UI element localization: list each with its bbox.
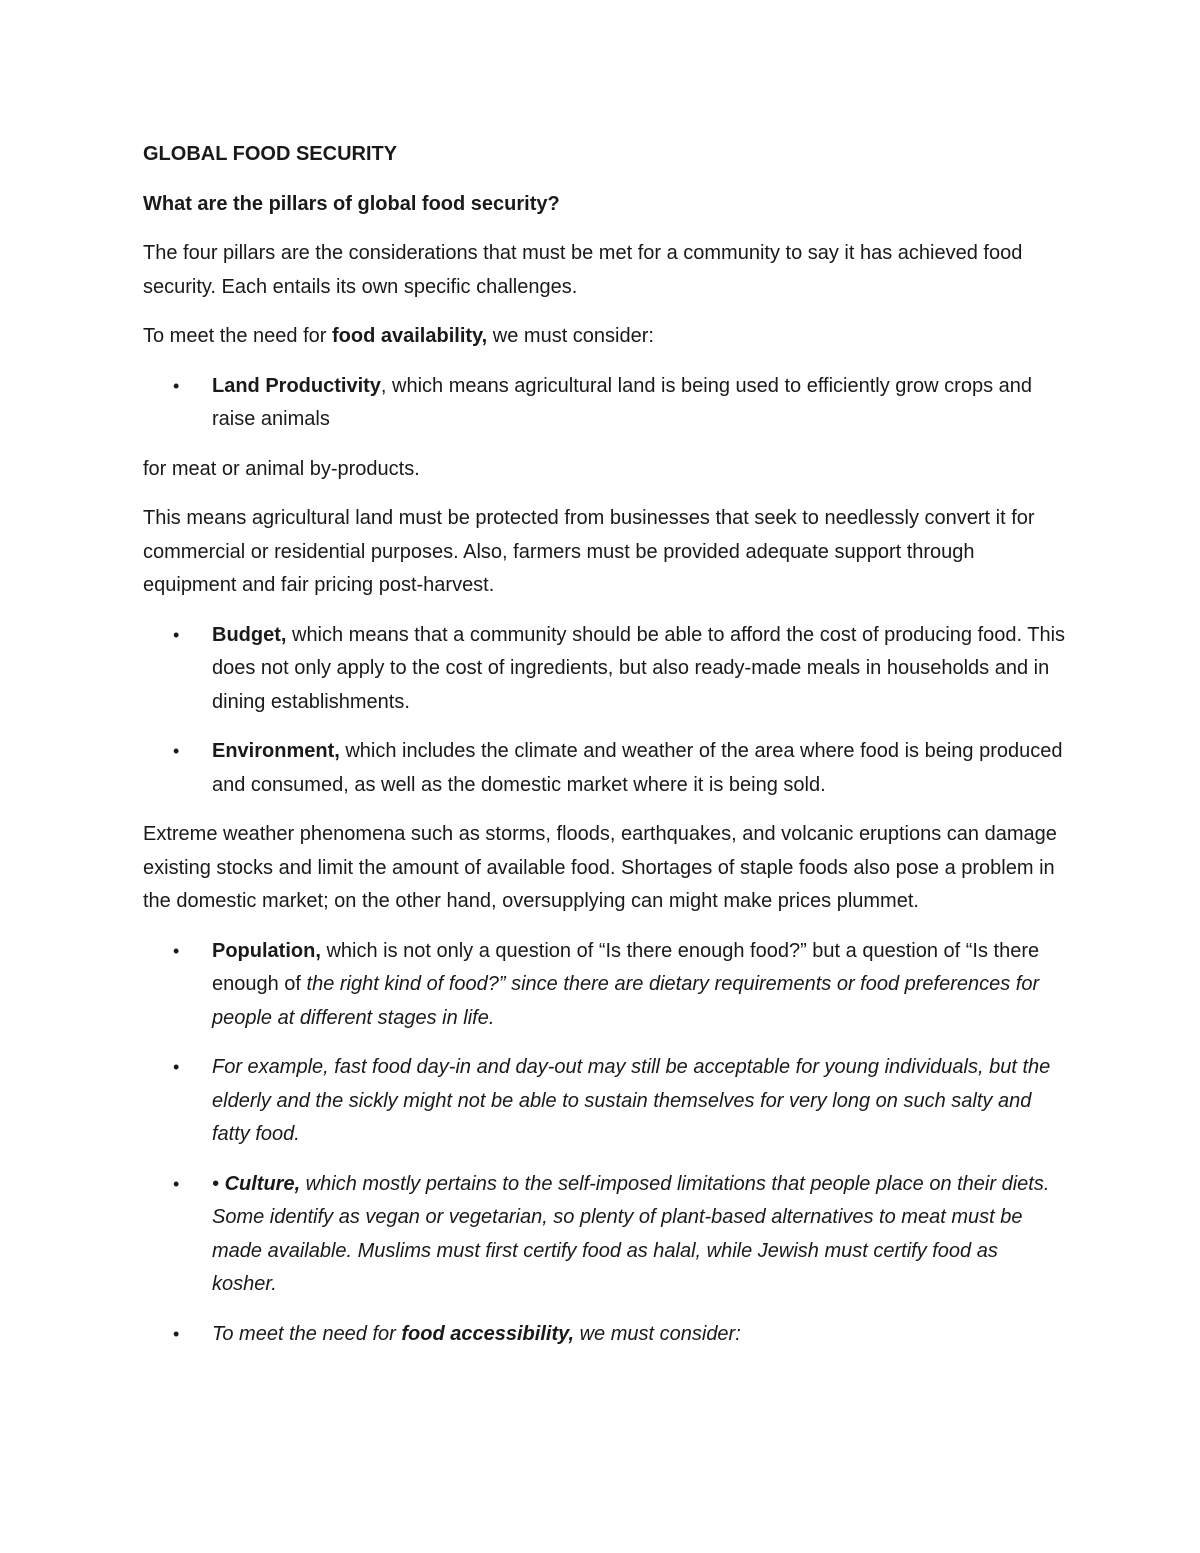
bullet-icon: • (173, 741, 180, 761)
culture-prefix: • (212, 1172, 225, 1195)
bullet-icon: • (173, 1173, 180, 1194)
budget-text: which means that a community should be able to afford the cost of producing food. This does not only apply to the cost of ingredients, but also ready-made meals in households and in dining establishments. (212, 623, 1066, 713)
example-text: For example, fast food day-in and day-out may still be acceptable for young individuals, but the elderly and the sickly might not be able to sustain themselves for very long on such salty and fatty food. (212, 1056, 1051, 1145)
availability-prefix: To meet the need for (143, 325, 333, 347)
land-term: Land Productivity (212, 374, 381, 397)
weather-paragraph: Extreme weather phenomena such as storms, floods, earthquakes, and volcanic eruptions can damage existing stocks and limit the amount of available food. Shortages of staple foods also pose a problem in the domestic market; on the other hand, oversupplying can might make prices plummet. (143, 823, 1057, 912)
environment-term: Environment, (212, 740, 340, 762)
land-paragraph: This means agricultural land must be protected from businesses that seek to needlessly convert it for commercial or residential purposes. Also, farmers must be provided adequate support through equipment and fair pricing post-harvest. (143, 507, 1035, 596)
population-term: Population, (212, 939, 321, 962)
list-item-population (143, 935, 1068, 1036)
document-page (143, 138, 1068, 1367)
bullet-icon: • (173, 1323, 180, 1344)
population-italic: the right kind of food?” since there are dietary requirements or food preferences for people at different stages in life. (212, 973, 1040, 1029)
bullet-icon: • (173, 940, 180, 961)
bullet-icon: • (173, 624, 180, 645)
budget-term: Budget, (212, 623, 287, 646)
availability-list (143, 370, 1068, 437)
intro-paragraph: The four pillars are the considerations that must be met for a community to say it has achieved food security. Each entails its own specific challenges. (143, 242, 1023, 298)
availability-heading (143, 320, 1068, 354)
population-text: which is not only a question of “Is there enough food?” but a question of “Is there enough of (212, 939, 1040, 995)
section-question: What are the pillars of global food security? (143, 192, 560, 215)
list-item-land-productivity (143, 370, 1068, 437)
population-list (143, 935, 1068, 1352)
environment-text: which includes the climate and weather of the area where food is being produced and consumed, as well as the domestic market where it is being sold. (212, 740, 1063, 796)
document-title: GLOBAL FOOD SECURITY (143, 143, 398, 165)
list-item-accessibility (143, 1318, 1068, 1352)
budget-environment-list (143, 619, 1068, 803)
availability-suffix: we must consider: (487, 325, 654, 347)
culture-term: Culture, (224, 1172, 301, 1195)
list-item-culture (143, 1168, 1068, 1302)
accessibility-suffix: we must consider: (574, 1322, 741, 1345)
land-text: , which means agricultural land is being used to efficiently grow crops and raise animals (212, 374, 1032, 430)
accessibility-prefix: To meet the need for (212, 1322, 402, 1345)
availability-bold: food availability, (332, 325, 488, 347)
list-item-example (143, 1051, 1068, 1152)
bullet-icon: • (173, 375, 180, 396)
culture-text: which mostly pertains to the self-imposed limitations that people place on their diets. Some identify as vegan or vegetarian, so plenty of plant-based alternatives to meat must be made available. Muslims must first certify food as halal, while Jewish must certify food as kosher. (212, 1172, 1050, 1295)
land-continuation: for meat or animal by-products. (143, 457, 420, 480)
list-item-budget (143, 619, 1068, 720)
accessibility-bold: food accessibility, (401, 1322, 575, 1345)
bullet-icon: • (173, 1057, 180, 1077)
list-item-environment (143, 735, 1068, 802)
